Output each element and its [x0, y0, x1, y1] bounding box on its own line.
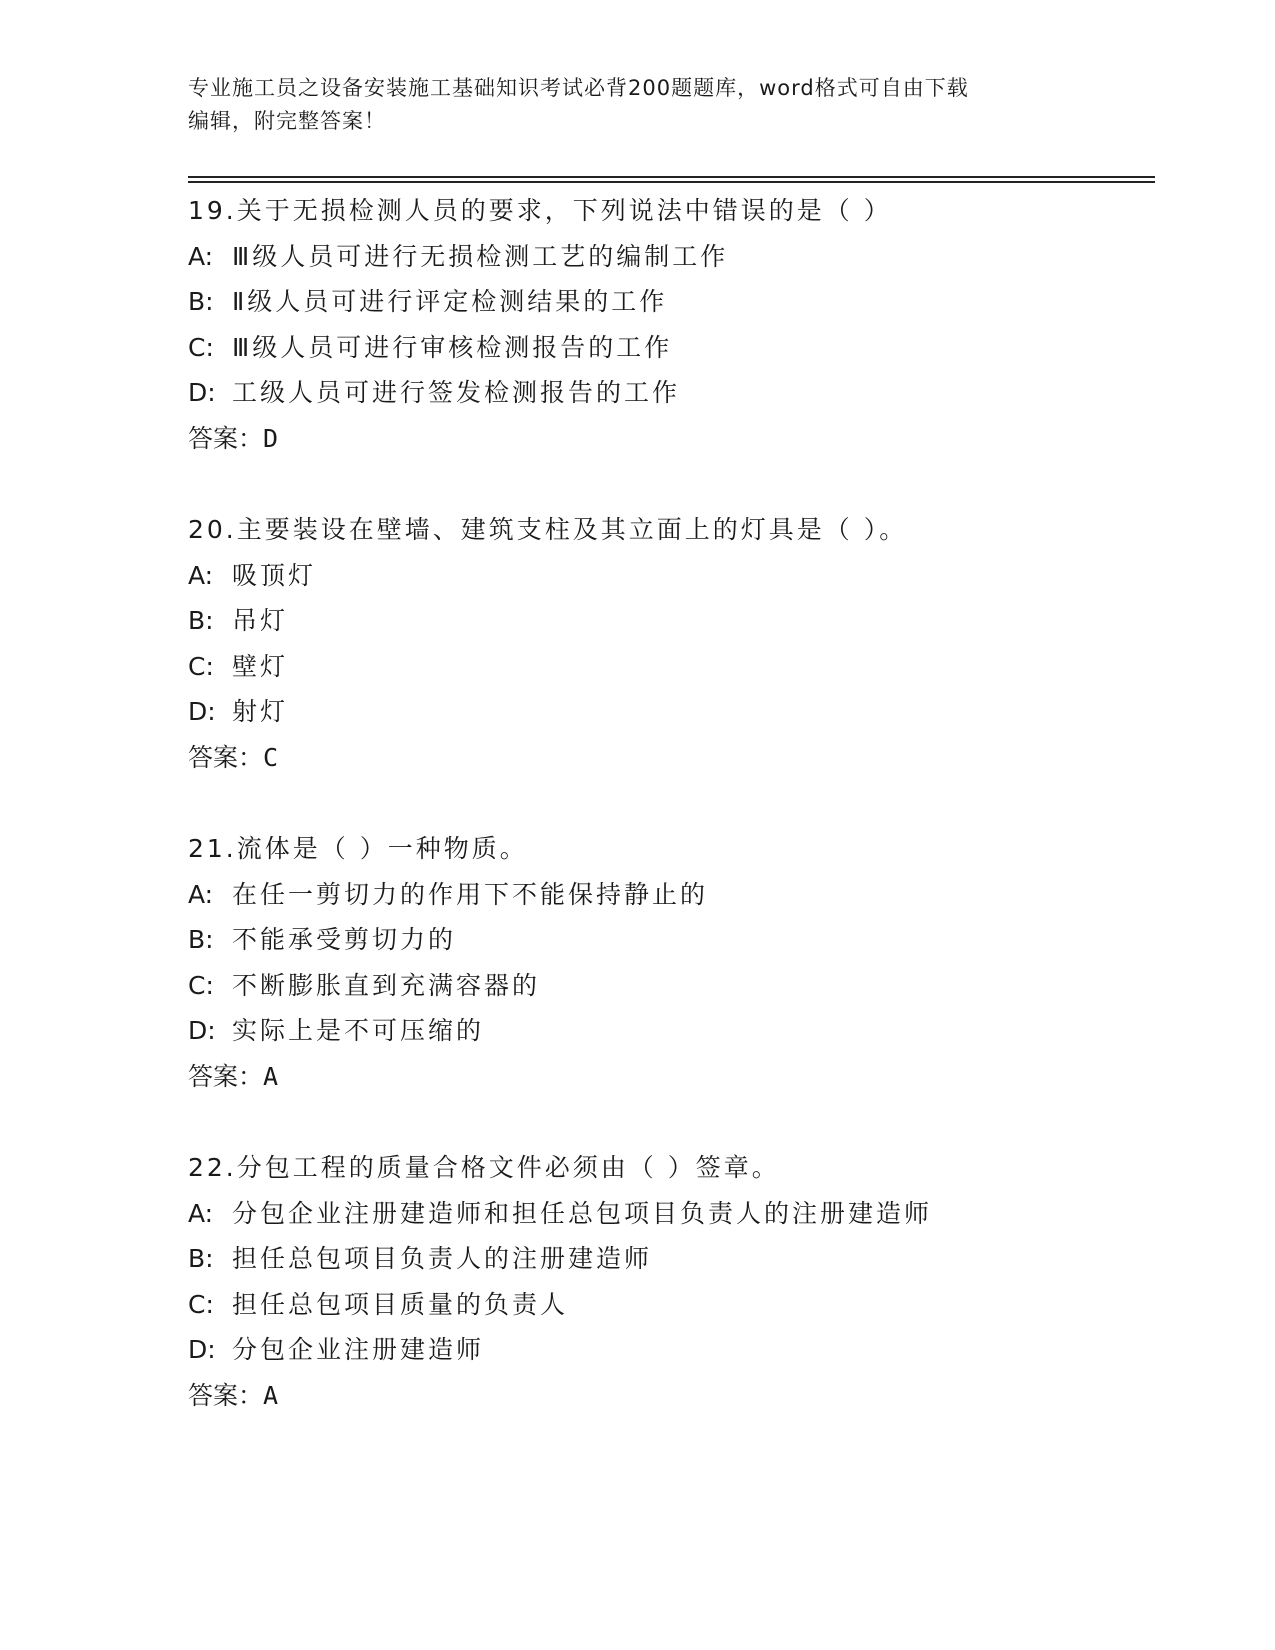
option-label: B: — [188, 606, 214, 636]
answer-line: 答案：D — [188, 423, 279, 453]
question-stem: 21.流体是（ ）一种物质。 — [188, 834, 528, 863]
option-b — [188, 1236, 1188, 1282]
document-header — [188, 72, 1068, 138]
question-22 — [188, 1145, 1188, 1419]
option-text: 吸顶灯 — [232, 560, 317, 590]
option-c — [188, 963, 1188, 1009]
header-divider-top — [188, 176, 1155, 178]
option-d — [188, 370, 1188, 416]
header-line-1: 专业施工员之设备安装施工基础知识考试必背200题题库，word格式可自由下载 — [188, 76, 969, 100]
option-a — [188, 872, 1188, 918]
option-text: 不断膨胀直到充满容器的 — [232, 970, 541, 1000]
option-b — [188, 917, 1188, 963]
option-label: C: — [188, 970, 214, 1000]
option-text: Ⅱ级人员可进行评定检测结果的工作 — [232, 287, 668, 317]
answer-line: 答案：C — [188, 742, 279, 772]
answer-line: 答案：A — [188, 1380, 279, 1410]
option-b — [188, 279, 1188, 325]
option-c — [188, 644, 1188, 690]
option-text: 吊灯 — [232, 606, 289, 636]
option-label: B: — [188, 925, 214, 955]
option-text: 担任总包项目质量的负责人 — [232, 1289, 569, 1319]
option-a — [188, 234, 1188, 280]
option-label: A: — [188, 1198, 214, 1228]
option-label: C: — [188, 651, 214, 681]
option-label: A: — [188, 879, 214, 909]
question-stem: 20.主要装设在壁墙、建筑支柱及其立面上的灯具是（ ）。 — [188, 515, 908, 544]
option-label: C: — [188, 332, 214, 362]
option-text: 在任一剪切力的作用下不能保持静止的 — [232, 879, 709, 909]
option-d — [188, 1327, 1188, 1373]
option-label: D: — [188, 1016, 216, 1046]
option-text: 壁灯 — [232, 651, 289, 681]
option-label: A: — [188, 241, 214, 271]
option-c — [188, 325, 1188, 371]
question-21 — [188, 826, 1188, 1100]
option-text: Ⅲ级人员可进行无损检测工艺的编制工作 — [232, 241, 729, 271]
header-divider-bottom — [188, 181, 1155, 183]
option-label: D: — [188, 697, 216, 727]
option-c — [188, 1282, 1188, 1328]
option-a — [188, 1191, 1188, 1237]
header-line-2: 编辑，附完整答案！ — [188, 109, 386, 133]
option-text: 射灯 — [232, 697, 289, 727]
question-stem: 22.分包工程的质量合格文件必须由（ ）签章。 — [188, 1153, 780, 1182]
option-text: 工级人员可进行签发检测报告的工作 — [232, 378, 681, 408]
question-stem: 19.关于无损检测人员的要求，下列说法中错误的是（ ） — [188, 196, 892, 225]
option-text: Ⅲ级人员可进行审核检测报告的工作 — [232, 332, 673, 362]
option-label: C: — [188, 1289, 214, 1319]
option-label: D: — [188, 378, 216, 408]
option-text: 实际上是不可压缩的 — [232, 1016, 485, 1046]
option-d — [188, 689, 1188, 735]
option-text: 担任总包项目负责人的注册建造师 — [232, 1244, 653, 1274]
option-text: 分包企业注册建造师 — [232, 1335, 485, 1365]
option-a — [188, 553, 1188, 599]
option-label: D: — [188, 1335, 216, 1365]
option-b — [188, 598, 1188, 644]
option-d — [188, 1008, 1188, 1054]
option-label: A: — [188, 560, 214, 590]
option-text: 不能承受剪切力的 — [232, 925, 457, 955]
question-20 — [188, 507, 1188, 781]
answer-line: 答案：A — [188, 1061, 279, 1091]
question-19 — [188, 188, 1188, 462]
option-text: 分包企业注册建造师和担任总包项目负责人的注册建造师 — [232, 1198, 933, 1228]
option-label: B: — [188, 1244, 214, 1274]
option-label: B: — [188, 287, 214, 317]
